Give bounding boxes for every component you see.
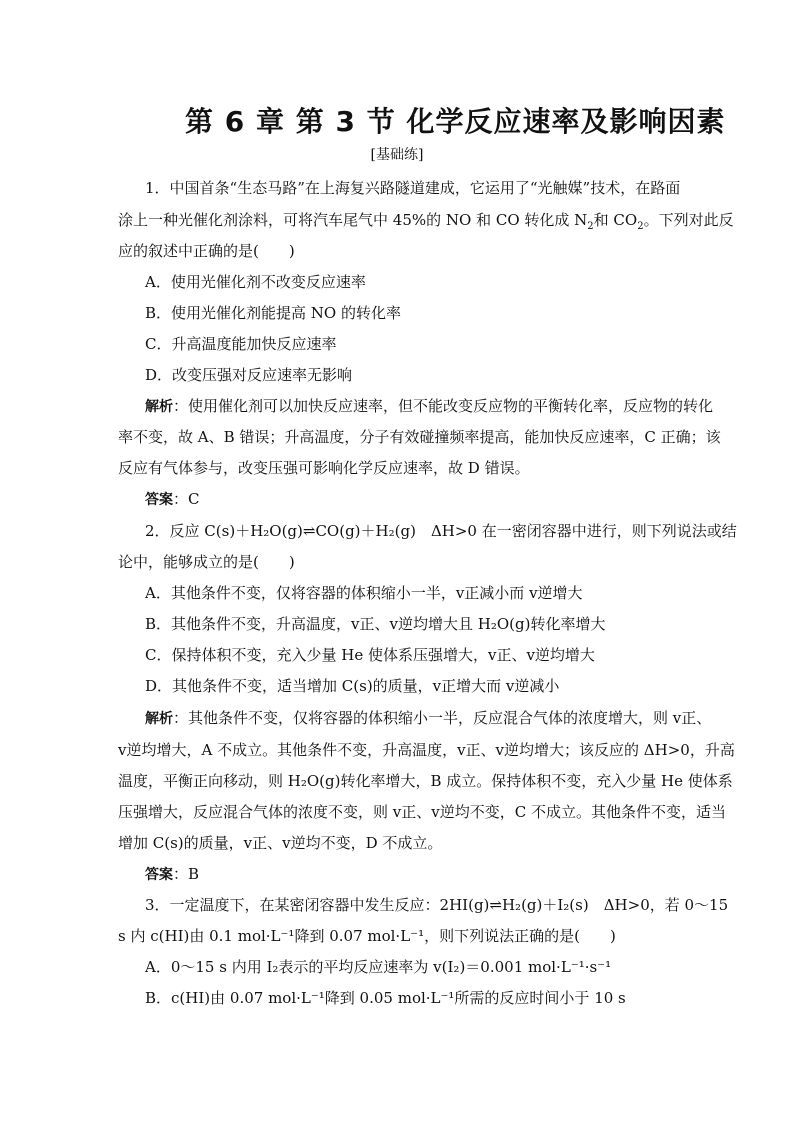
- q3-option-a: A．0～15 s 内用 I₂表示的平均反应速率为 v(I₂)＝0.001 mol·L⁻¹·s⁻¹: [145, 958, 612, 976]
- q1-option-d: D．改变压强对反应速率无影响: [145, 366, 353, 384]
- q2-option-b: B．其他条件不变，升高温度，v正、v逆均增大且 H₂O(g)转化率增大: [145, 615, 606, 633]
- q1-answer: [145, 489, 199, 510]
- q1-stem-line-1: 1．中国首条“生态马路”在上海复兴路隧道建成，它运用了“光触媒”技术，在路面: [145, 179, 681, 197]
- q1-option-b: B．使用光催化剂能提高 NO 的转化率: [145, 304, 401, 322]
- q2-option-a: A．其他条件不变，仅将容器的体积缩小一半，v正减小而 v逆增大: [145, 584, 583, 602]
- q1-analysis-line-3: 反应有气体参与，改变压强可影响化学反应速率，故 D 错误。: [118, 459, 530, 477]
- q1-stem-line-2c: 。下列对此反: [643, 211, 734, 229]
- q2-analysis-line-2: v逆均增大，A 不成立。其他条件不变，升高温度，v正、v逆均增大；该反应的 ΔH>0，升高: [118, 741, 735, 759]
- q2-answer-label: 答案: [145, 867, 173, 883]
- section-subtitle: [基础练]: [370, 147, 424, 163]
- q2-analysis-label: 解析: [145, 711, 173, 727]
- q1-analysis-text-1: ：使用催化剂可以加快反应速率，但不能改变反应物的平衡转化率，反应物的转化: [173, 397, 714, 415]
- q1-analysis-line-1: [145, 396, 713, 417]
- q2-analysis-line-1: [145, 708, 711, 729]
- q2-analysis-line-4: 压强增大，反应混合气体的浓度不变，则 v正、v逆均不变，C 不成立。其他条件不变，适当: [118, 803, 726, 821]
- page-title: 第 6 章 第 3 节 化学反应速率及影响因素: [185, 105, 726, 138]
- q2-stem-line-1: 2．反应 C(s)＋H₂O(g)⇌CO(g)＋H₂(g) ΔH>0 在一密闭容器中进行，则下列说法或结: [145, 522, 737, 540]
- q2-option-c: C．保持体积不变，充入少量 He 使体系压强增大，v正、v逆均增大: [145, 646, 595, 664]
- q1-analysis-line-2: 率不变，故 A、B 错误；升高温度，分子有效碰撞频率提高，能加快反应速率，C 正确；该: [118, 428, 721, 446]
- q1-answer-label: 答案: [145, 492, 173, 508]
- q1-stem-line-2b: 和 CO: [593, 211, 638, 229]
- q3-option-b: B．c(HI)由 0.07 mol·L⁻¹降到 0.05 mol·L⁻¹所需的反应时间小于 10 s: [145, 989, 626, 1007]
- q1-option-a: A．使用光催化剂不改变反应速率: [145, 273, 366, 291]
- q2-analysis-line-5: 增加 C(s)的质量，v正、v逆均不变，D 不成立。: [118, 834, 443, 852]
- q2-answer: [145, 864, 199, 885]
- q2-stem-line-2: 论中，能够成立的是( ): [118, 553, 295, 571]
- q2-answer-text: ：B: [173, 865, 200, 883]
- q2-analysis-line-3: 温度，平衡正向移动，则 H₂O(g)转化率增大，B 成立。保持体积不变，充入少量 He 使体系: [118, 772, 733, 790]
- q1-stem-line-2a: 涂上一种光催化剂涂料，可将汽车尾气中 45%的 NO 和 CO 转化成 N: [118, 211, 588, 229]
- q1-option-c: C．升高温度能加快反应速率: [145, 335, 337, 353]
- q2-analysis-text-1: ：其他条件不变，仅将容器的体积缩小一半，反应混合气体的浓度增大，则 v正、: [173, 709, 712, 727]
- q1-stem-line-2: 涂上一种光催化剂涂料，可将汽车尾气中 45%的 NO 和 CO 转化成 $N_2$和 $CO_2$。下列对此反: [118, 211, 734, 232]
- q1-stem-line-3: 应的叙述中正确的是( ): [118, 242, 295, 260]
- q1-analysis-label: 解析: [145, 399, 173, 415]
- q3-stem-line-2: s 内 c(HI)由 0.1 mol·L⁻¹降到 0.07 mol·L⁻¹，则下列说法正确的是( ): [118, 927, 616, 945]
- q3-stem-line-1: 3．一定温度下，在某密闭容器中发生反应：2HI(g)⇌H₂(g)＋I₂(s) ΔH>0，若 0～15: [145, 896, 729, 914]
- q2-option-d: D．其他条件不变，适当增加 C(s)的质量，v正增大而 v逆减小: [145, 677, 560, 695]
- q1-answer-text: ：C: [173, 490, 200, 508]
